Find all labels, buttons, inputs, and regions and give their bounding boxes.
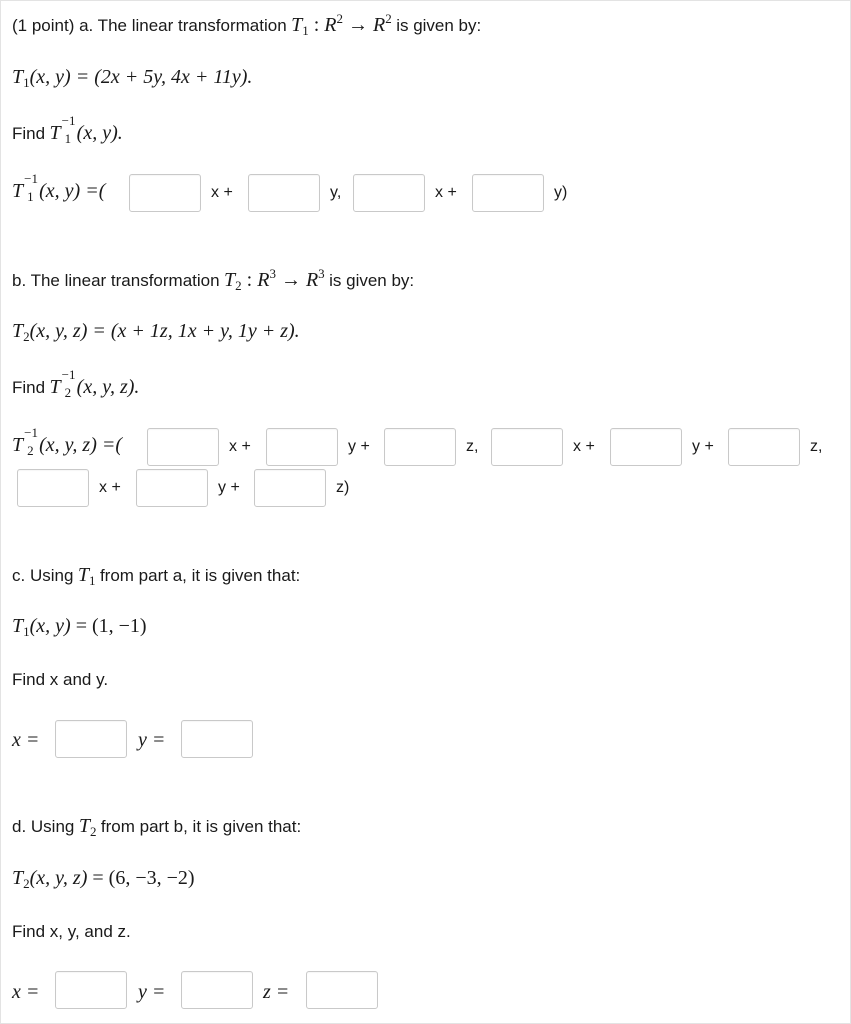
part-a-intro: (1 point) a. The linear transformation $T_1$ : $R^2 \to R^2$ is given by: [12,11,482,38]
part-a-find: Find T −1 1 (x, y). [12,113,123,146]
b-label-r2-y-plus: y + [692,438,714,455]
b-label-r1-z-comma: z, [466,438,479,455]
part-b-intro: b. The linear transformation $T_2$ : $R^3 \to R^3$ is given by: [12,266,415,293]
b-inv-r2-y[interactable] [610,428,682,466]
a-label-x-plus-1: x + [211,184,233,201]
b-label-r1-x-plus: x + [229,438,251,455]
c-y-label: y = [138,729,166,751]
part-b-find: Find T −1 2 (x, y, z). [12,367,140,400]
part-c-find: Find x and y. [12,670,109,689]
c-x-label: x = [12,729,40,751]
part-a-answer-lhs: T −1 1 (x, y) =( [12,171,106,204]
b-label-r2-z-comma: z, [810,438,823,455]
part-d-intro: d. Using $T_2$ from part b, it is given that: [12,815,302,839]
a-label-y-comma: y, [330,184,342,201]
a-label-y-close: y) [554,184,568,201]
b-label-r3-y-plus: y + [218,479,240,496]
d-z-input[interactable] [306,971,378,1009]
d-y-label: y = [138,981,166,1003]
map-name-t1: $T_1$ : $R^2 \to R^2$ [291,11,392,38]
b-label-r1-y-plus: y + [348,438,370,455]
d-x-label: x = [12,981,40,1003]
a-inv-x-coef-1[interactable] [129,174,201,212]
part-b-definition: $T_2(x$, y, z) = (x + 1z, 1x + y, 1y + z). [12,320,300,344]
b-inv-r3-x[interactable] [17,469,89,507]
a-inv-y-coef-2[interactable] [472,174,544,212]
b-label-r3-z-close: z) [336,479,350,496]
c-y-input[interactable] [181,720,253,758]
b-inv-r1-x[interactable] [147,428,219,466]
map-name-t2: $T_2$ : $R^3 \to R^3$ [224,266,325,293]
a-label-x-plus-2: x + [435,184,457,201]
part-d-find: Find x, y, and z. [12,922,131,941]
b-inv-r1-y[interactable] [266,428,338,466]
a-inv-x-coef-2[interactable] [353,174,425,212]
part-c-intro: c. Using $T_1$ from part a, it is given that: [12,564,301,588]
b-inv-r3-y[interactable] [136,469,208,507]
a-inv-y-coef-1[interactable] [248,174,320,212]
part-a-definition: $T_1(x$, y) = (2x + 5y, 4x + 11y). [12,66,253,90]
d-y-input[interactable] [181,971,253,1009]
c-x-input[interactable] [55,720,127,758]
d-x-input[interactable] [55,971,127,1009]
part-d-given: $T_2(x$, y, z) = (6, −3, −2) [12,867,195,891]
b-inv-r1-z[interactable] [384,428,456,466]
part-c-given: $T_1(x$, y) = (1, −1) [12,615,147,639]
b-inv-r2-x[interactable] [491,428,563,466]
b-inv-r2-z[interactable] [728,428,800,466]
b-inv-r3-z[interactable] [254,469,326,507]
b-label-r3-x-plus: x + [99,479,121,496]
part-b-answer-lhs: T −1 2 (x, y, z) =( [12,425,123,458]
d-z-label: z = [263,981,290,1003]
b-label-r2-x-plus: x + [573,438,595,455]
